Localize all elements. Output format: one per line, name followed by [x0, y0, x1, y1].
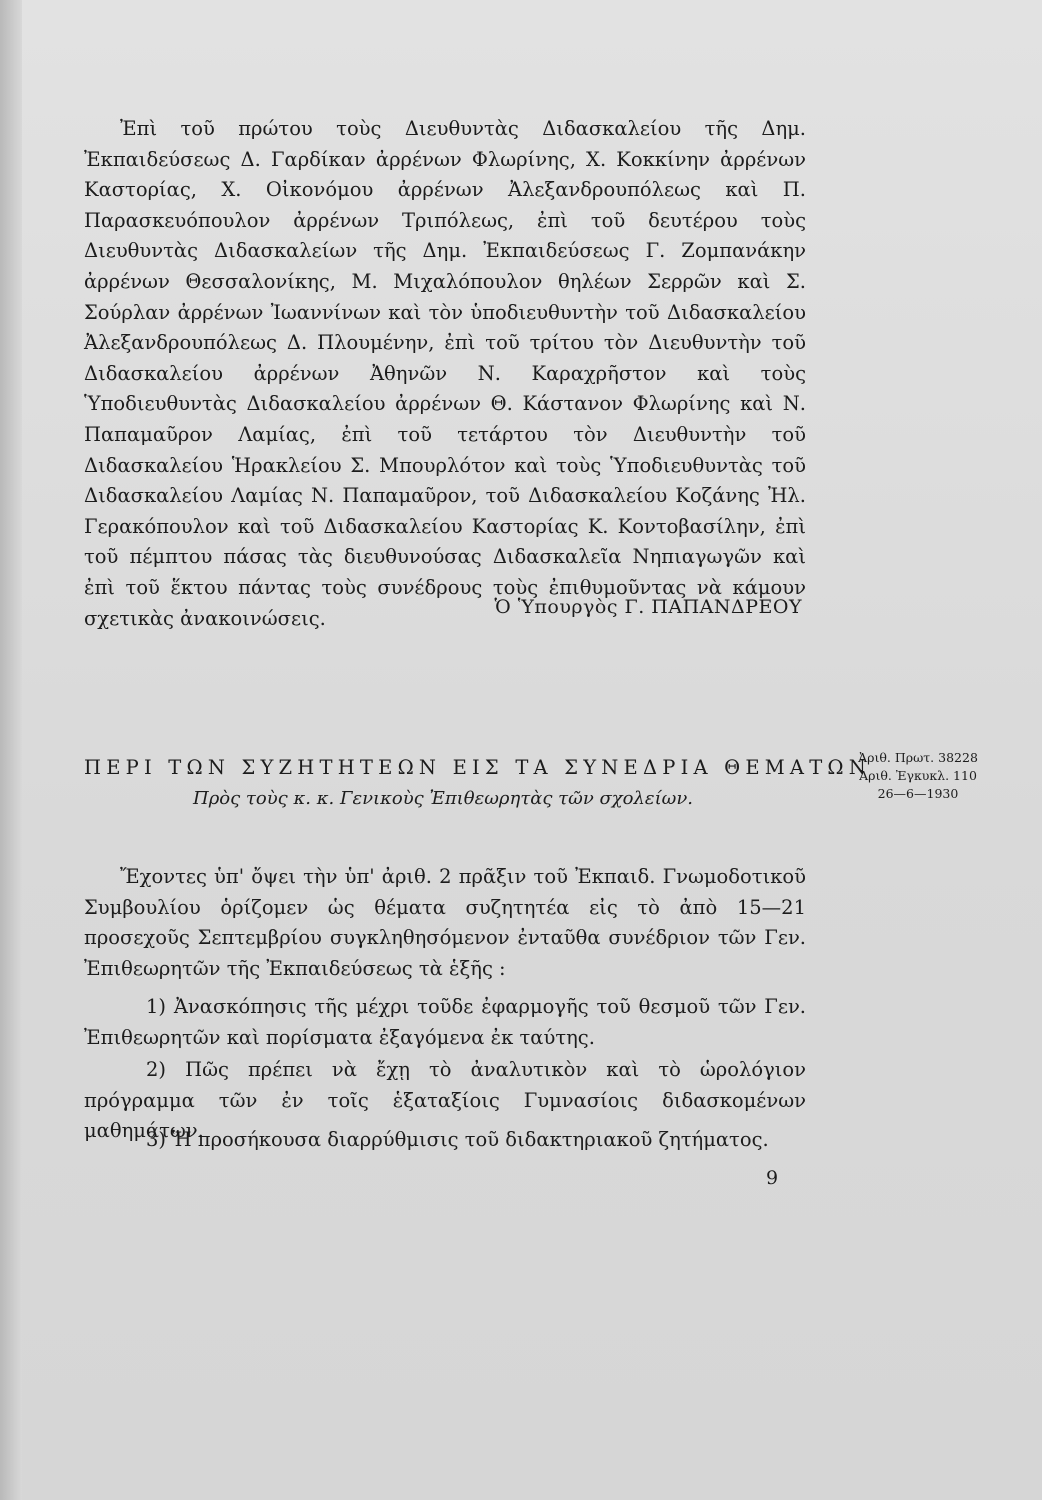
- topics-intro-paragraph: Ἔχοντες ὑπ' ὄψει τὴν ὑπ' ἀριθ. 2 πρᾶξιν τοῦ Ἐκπαιδ. Γνωμοδοτικοῦ Συμβουλίου ὁρίζομεν ὡς θέματα συζητητέα εἰς τὸ ἀπὸ 15—21 προσεχοῦς Σεπτεμβρίου συγκληθησόμενον ἐνταῦθα συνέδριον τῶν Γεν. Ἐπιθεωρητῶν τῆς Ἐκπαιδεύσεως τὰ ἑξῆς :: [84, 865, 806, 980]
- reference-block: [828, 749, 1008, 803]
- page-number: 9: [765, 1167, 779, 1189]
- minister-signature: Ὁ Ὑπουργὸς Γ. ΠΑΠΑΝΔΡΕΟΥ: [494, 596, 802, 618]
- appointment-paragraph: Ἐπὶ τοῦ πρώτου τοὺς Διευθυντὰς Διδασκαλείου τῆς Δημ. Ἐκπαιδεύσεως Δ. Γαρδίκαν ἀρρένων Φλωρίνης, Χ. Κοκκίνην ἀρρένων Καστορίας, Χ. Οἰκονόμου ἀρρένων Ἀλεξανδρουπόλεως καὶ Π. Παρασκευόπουλον ἀρρένων Τριπόλεως, ἐπὶ τοῦ δευτέρου τοὺς Διευθυντὰς Διδασκαλείων τῆς Δημ. Ἐκπαιδεύσεως Γ. Ζομπανάκην ἀρρένων Θεσσαλονίκης, Μ. Μιχαλόπουλον θηλέων Σερρῶν καὶ Σ. Σούρλαν ἀρρένων Ἰωαννίνων καὶ τὸν ὑποδιευθυντὴν τοῦ Διδασκαλείου Ἀλεξανδρουπόλεως Δ. Πλουμένην, ἐπὶ τοῦ τρίτου τὸν Διευθυντὴν τοῦ Διδασκαλείου ἀρρένων Ἀθηνῶν Ν. Καραχρῆστον καὶ τοὺς Ὑποδιευθυντὰς Διδασκαλείου ἀρρένων Θ. Κάστανον Φλωρίνης καὶ Ν. Παπαμαῦρον Λαμίας, ἐπὶ τοῦ τετάρτου τὸν Διευθυντὴν τοῦ Διδασκαλείου Ἡρακλείου Σ. Μπουρλότον καὶ τοὺς Ὑποδιευθυντὰς τοῦ Διδασκαλείου Λαμίας Ν. Παπαμαῦρον, τοῦ Διδασκαλείου Κοζάνης Ἠλ. Γερακόπουλον καὶ τοῦ Διδασκαλείου Καστορίας Κ. Κοντοβασίλην, ἐπὶ τοῦ πέμπτου πάσας τὰς διευθυνούσας Διδασκαλεῖα Νηπιαγωγῶν καὶ ἐπὶ τοῦ ἕκτου πάντας τοὺς συνέδρους τοὺς ἐπιθυμοῦντας νὰ κάμουν σχετικὰς ἀνακοινώσεις.: [84, 117, 806, 630]
- topic-item: 3) Ἡ προσήκουσα διαρρύθμισις τοῦ διδακτηριακοῦ ζητήματος.: [146, 1128, 769, 1151]
- topic-item: 2) Πῶς πρέπει νὰ ἔχῃ τὸ ἀναλυτικὸν καὶ τὸ ὡρολόγιον πρόγραμμα τῶν ἐν τοῖς ἑξαταξίοις Γυμνασίοις διδασκομένων μαθημάτων.: [84, 1058, 806, 1143]
- protocol-number: Ἀριθ. Πρωτ. 38228: [858, 750, 978, 765]
- circular-addressee: Πρὸς τοὺς κ. κ. Γενικοὺς Ἐπιθεωρητὰς τῶν σχολείων.: [193, 788, 693, 809]
- circular-number: Ἀριθ. Ἐγκυκλ. 110: [859, 768, 977, 783]
- page-spine-shadow: [0, 0, 22, 1500]
- circular-date: 26—6—1930: [877, 786, 959, 801]
- topic-item: 1) Ἀνασκόπησις τῆς μέχρι τοῦδε ἐφαρμογῆς τοῦ θεσμοῦ τῶν Γεν. Ἐπιθεωρητῶν καὶ πορίσματα ἐξαγόμενα ἐκ ταύτης.: [84, 995, 806, 1049]
- circular-heading: ΠΕΡΙ ΤΩΝ ΣΥΖΗΤΗΤΕΩΝ ΕΙΣ ΤΑ ΣΥΝΕΔΡΙΑ ΘΕΜΑΤΩΝ: [84, 756, 872, 779]
